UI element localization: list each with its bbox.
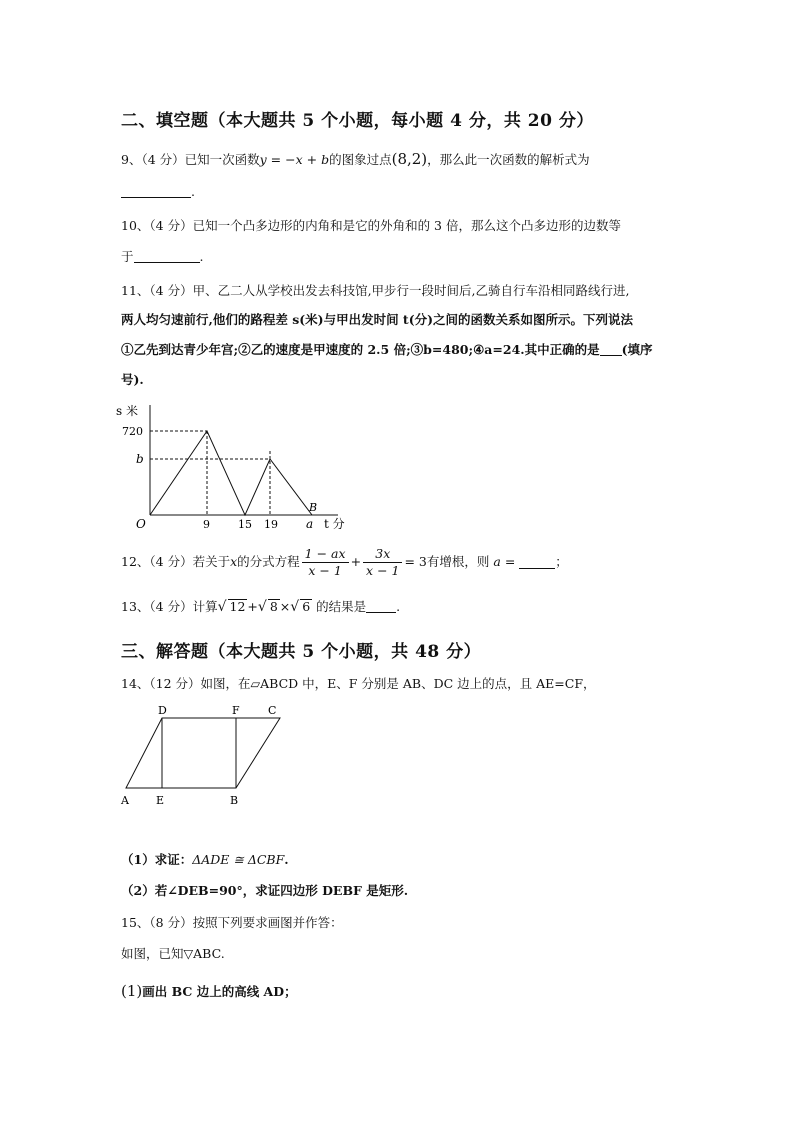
q13-times: × [279,599,291,614]
q12-frac1-num: 1 − ax [302,546,349,563]
question-10-line1: 10、（4 分）已知一个凸多边形的内角和是它的外角和的 3 倍，那么这个凸多边形的边数等 [121,218,621,233]
q13-root-3: 6 [302,599,311,614]
sqrt-sign-icon: √ [290,599,300,615]
q12-frac1-den: x − 1 [308,563,342,578]
question-9 [121,151,590,168]
y-tick-b: b [136,452,144,466]
q9-answer-blank[interactable] [121,185,191,198]
question-12 [121,546,568,579]
q13-suffix: 的结果是 [316,599,367,614]
q14-part1-math: ΔADE ≅ ΔCBF [192,852,285,867]
sqrt-sign-icon: √ [217,599,227,615]
q13-answer-blank[interactable] [366,600,396,613]
q13-end: . [396,599,401,614]
q12-var: x [230,554,238,569]
q14-part1-prefix: （1）求证： [121,852,193,867]
question-11-line4: 号). [121,372,144,387]
q9-formula: y = −x + b [259,152,330,167]
graph-polyline [150,431,312,515]
q15-line2-math: ▽ABC [183,946,221,961]
label-a: A [121,794,129,807]
distance-time-graph [112,403,352,533]
q12-middle: 的分式方程 [237,554,300,569]
label-e: E [156,794,165,807]
q11-line3-end: (填序 [621,342,653,357]
q13-prefix: 13、（4 分）计算 [121,599,218,614]
question-15-part-1 [121,983,297,1000]
question-15-line2 [121,946,225,962]
question-11-line2: 两人均匀速前行,他们的路程差 s(米)与甲出发时间 t(分)之间的函数关系如图所示。下列说法 [121,312,634,327]
section-title-answers: 三、解答题（本大题共 5 个小题，共 48 分） [121,642,482,662]
q9-middle: 的图象过点 [329,152,392,167]
q13-root-2: 8 [269,599,278,614]
q12-answer-blank[interactable] [519,556,555,569]
q15-line2-end: . [220,946,225,961]
question-13 [121,599,400,615]
question-14-part-2: （2）若∠DEB=90°，求证四边形 DEBF 是矩形. [121,883,409,898]
q13-root-1: 12 [229,599,246,614]
origin-label: O [136,517,146,531]
x-axis-label: t 分 [324,517,345,531]
section-title-fill-in: 二、填空题（本大题共 5 个小题，每小题 4 分，共 20 分） [121,111,594,131]
y-tick-720: 720 [122,425,143,438]
sqrt-sign-icon: √ [257,599,267,615]
q9-end: . [191,184,195,199]
q12-fraction-2 [363,546,402,579]
q10-answer-blank[interactable] [134,250,200,263]
parallelogram-figure [116,704,296,810]
question-9-answer-line [121,184,195,200]
q10-end: . [199,249,204,264]
label-f: F [232,704,240,717]
q11-answer-blank[interactable] [600,343,622,356]
q14-part1-end: . [284,852,289,867]
q13-plus: + [247,599,258,614]
question-14-part-1 [121,852,289,868]
q9-point: (8,2) [391,150,428,168]
q12-rhs: = 3 [404,554,427,569]
x-tick-15: 15 [238,518,252,531]
question-14: 14、（12 分）如图，在▱ABCD 中，E、F 分别是 AB、DC 边上的点，且 AE=CF， [121,676,596,691]
x-tick-a: a [306,517,314,531]
question-15-line1: 15、（8 分）按照下列要求画图并作答： [121,915,343,930]
question-11-line3 [121,342,653,358]
q15-part1-text: 画出 BC 边上的高线 AD； [142,984,297,999]
q15-line2-text: 如图，已知 [121,946,184,961]
point-b-label: B [309,501,318,514]
question-11-line1: 11、（4 分）甲、乙二人从学校出发去科技馆,甲步行一段时间后,乙骑自行车沿相同路线行进, [121,283,630,298]
parallelogram-abcd [126,718,280,788]
q12-after: 有增根，则 [426,554,490,569]
q12-plus: + [350,554,362,569]
q12-frac2-num: 3x [363,546,402,563]
question-10-line2 [121,249,204,265]
q9-prefix: 9、（4 分）已知一次函数 [121,152,260,167]
label-b: B [230,794,239,807]
q12-prefix: 12、（4 分）若关于 [121,554,231,569]
q12-answer-var: a = [493,554,516,569]
x-tick-9: 9 [203,518,210,531]
q10-prefix: 于 [121,249,134,264]
label-c: C [268,704,277,717]
q12-fraction-1 [302,546,349,579]
x-tick-19: 19 [264,518,278,531]
q11-line3-text: ①乙先到达青少年宫;②乙的速度是甲速度的 2.5 倍;③b=480;④a=24.其中正确的是 [121,342,600,357]
q12-frac2-den: x − 1 [366,563,400,578]
label-d: D [158,704,167,717]
q15-part1-num: (1) [121,982,143,1000]
q12-end: ； [555,554,568,569]
q9-suffix: ，那么此一次函数的解析式为 [427,152,590,167]
y-axis-label: s 米 [116,404,138,418]
